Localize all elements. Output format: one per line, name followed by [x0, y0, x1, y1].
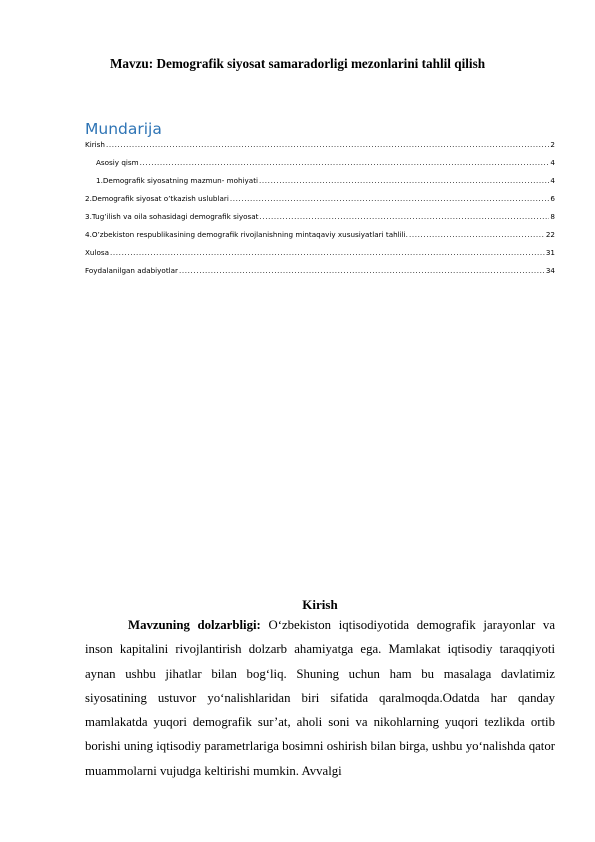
toc-leader-dots: [259, 172, 549, 190]
toc-entry-label: Kirish: [85, 140, 105, 149]
toc-entry-chapter-2[interactable]: [85, 190, 555, 208]
toc-leader-dots: [106, 136, 549, 154]
toc-entry-asosiy-qism[interactable]: [85, 154, 555, 172]
toc-entry-chapter-4[interactable]: [85, 226, 555, 244]
toc-heading: Mundarija: [85, 120, 162, 138]
intro-paragraph: [85, 613, 555, 783]
toc-entry-label: Asosiy qism: [96, 158, 139, 167]
toc-leader-dots: [179, 262, 545, 280]
toc-entry-chapter-3[interactable]: [85, 208, 555, 226]
toc-leader-dots: [409, 226, 545, 244]
toc-leader-dots: [259, 208, 549, 226]
toc-entry-label: 2.Demografik siyosat o’tkazish uslublari: [85, 194, 229, 203]
intro-paragraph-text: O‘zbekiston iqtisodiyotida demografik jarayonlar va inson kapitalini rivojlantirish dolzarb ahamiyatga ega. Mamlakat iqtisodiy taraqqiyoti aynan ushbu jihatlar bilan bog‘liq. Shuning uchun ham bu masalaga davlatimiz siyosatining ustuvor yo‘nalishlaridan biri sifatida qaralmoqda.Odatda har qanday mamlakatda yuqori demografik sur’at, aholi soni va nikohlarning yuqori tezlikda ortib borishi uning iqtisodiy parametrlariga bosimni oshirish bilan birga, ushbu yo‘nalishda qator muammolarni vujudga keltirishi mumkin. Avvalgi: [85, 618, 556, 778]
toc-entry-label: Foydalanilgan adabiyotlar: [85, 266, 179, 275]
toc-entry-page: 4: [550, 176, 555, 185]
toc-leader-dots: [110, 244, 545, 262]
section-heading: Kirish: [302, 597, 338, 612]
toc-entry-label: 1.Demografik siyosatning mazmun- mohiyati: [96, 176, 259, 185]
toc-entry-page: 34: [545, 266, 555, 275]
relevance-lead: Mavzuning dolzarbligi:: [128, 618, 261, 632]
toc-entry-xulosa[interactable]: [85, 244, 555, 262]
toc-entry-page: 2: [550, 140, 555, 149]
toc-entry-kirish[interactable]: [85, 136, 555, 154]
toc-entry-page: 8: [550, 212, 555, 221]
toc-leader-dots: [230, 190, 550, 208]
toc-entry-label: 4.O’zbekiston respublikasining demografik rivojlanishning mintaqaviy xususiyatlari tahlili.: [85, 230, 408, 239]
toc-entry-label: 3.Tug’ilish va oila sohasidagi demografik siyosat: [85, 212, 259, 221]
toc-entry-page: 4: [550, 158, 555, 167]
toc-entry-page: 6: [550, 194, 555, 203]
toc-entry-page: 31: [545, 248, 555, 257]
toc-leader-dots: [140, 154, 550, 172]
toc-entry-adabiyotlar[interactable]: [85, 262, 555, 280]
document-title: Mavzu: Demografik siyosat samaradorligi mezonlarini tahlil qilish: [109, 56, 486, 71]
toc-entry-label: Xulosa: [85, 248, 110, 257]
toc-entry-chapter-1[interactable]: [85, 172, 555, 190]
toc-entry-page: 22: [545, 230, 555, 239]
